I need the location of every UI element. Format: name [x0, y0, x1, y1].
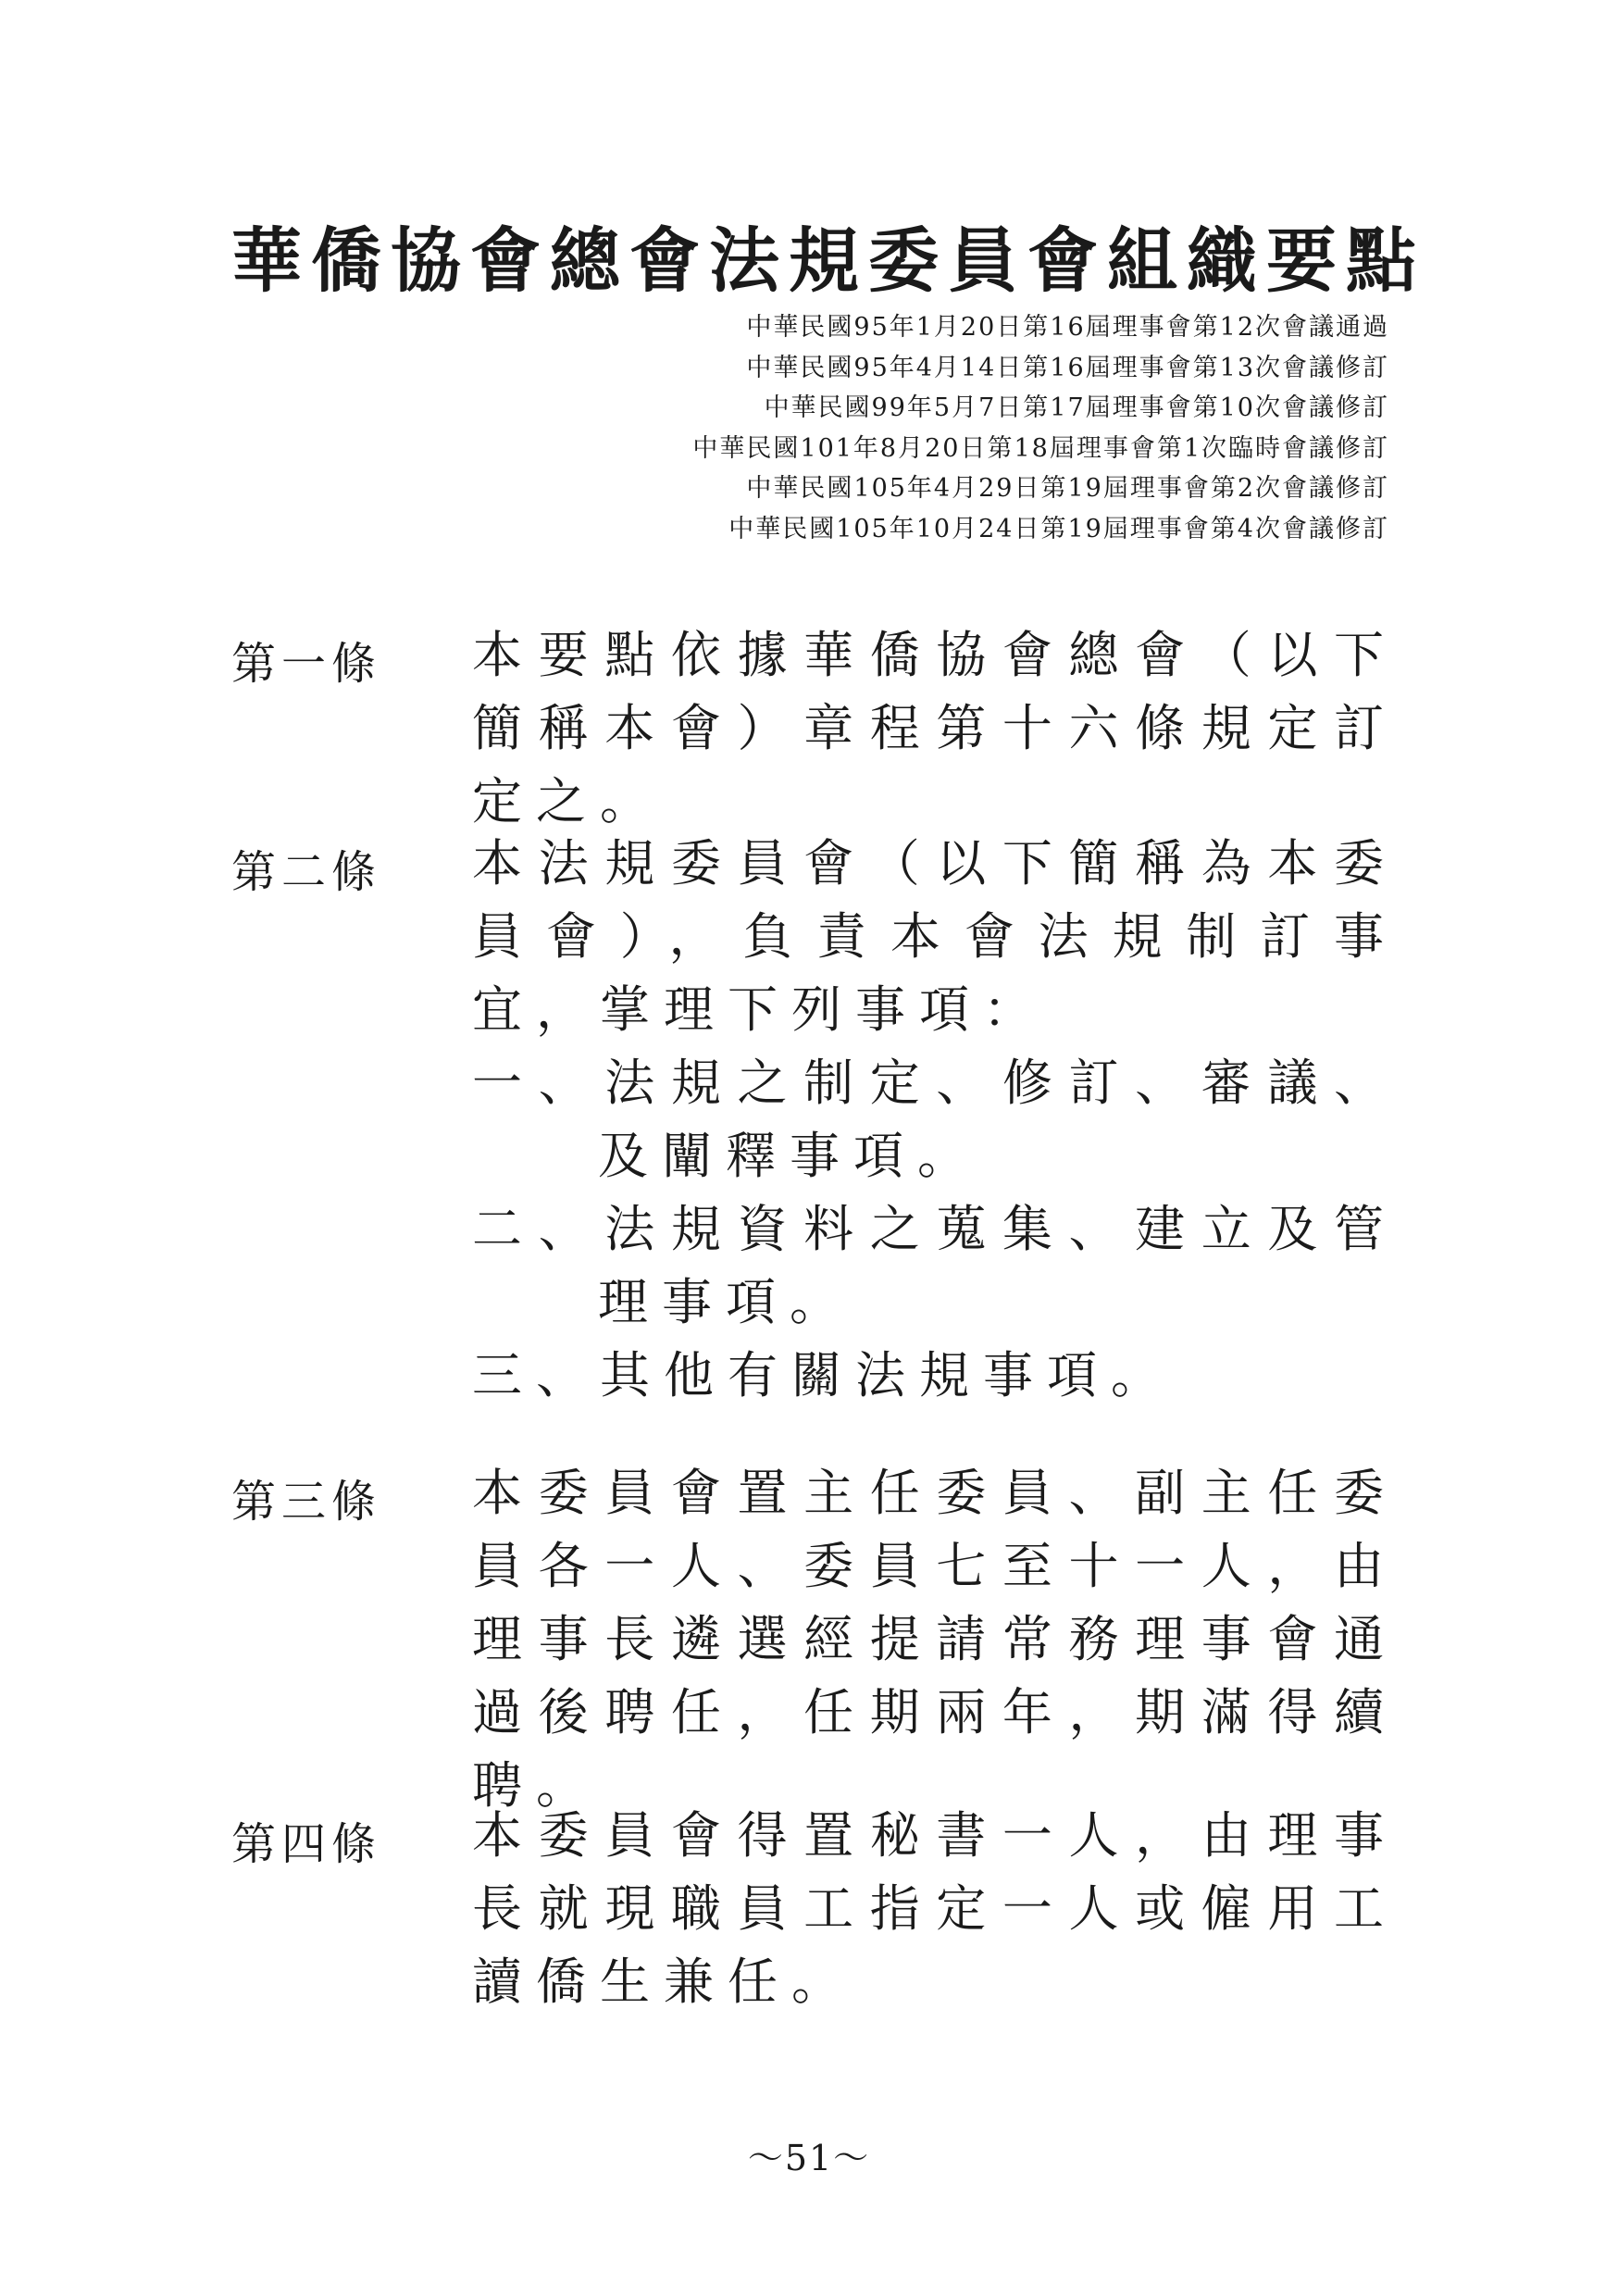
article-text — [472, 618, 1398, 838]
page-number: ～51～ — [747, 2138, 871, 2178]
list-item: 三、其他有關法規事項。 — [472, 1346, 1175, 1404]
history-line: 中華民國105年10月24日第19屆理事會第4次會議修訂 — [728, 514, 1389, 543]
article-paragraph: 本法規委員會（以下簡稱為本委員會），負責本會法規制訂事宜，掌理下列事項： — [472, 834, 1398, 1039]
amendment-history — [692, 307, 1389, 549]
history-line: 中華民國105年4月29日第19屆理事會第2次會議修訂 — [746, 474, 1389, 503]
history-line: 中華民國95年1月20日第16屆理事會第12次會議通過 — [746, 313, 1389, 342]
article-paragraph: 本委員會得置秘書一人，由理事長就現職員工指定一人或僱用工讀僑生兼任。 — [472, 1806, 1398, 2011]
article-label: 第四條 — [231, 1818, 382, 1870]
history-line: 中華民國99年5月7日第17屆理事會第10次會議修訂 — [764, 393, 1389, 422]
history-line: 中華民國101年8月20日第18屆理事會第1次臨時會議修訂 — [692, 433, 1389, 463]
article-label: 第二條 — [231, 846, 382, 898]
list-item: 一、法規之制定、修訂、審議、及闡釋事項。 — [472, 1054, 1398, 1185]
article-text — [472, 1456, 1398, 1822]
article-paragraph: 本要點依據華僑協會總會（以下簡稱本會）章程第十六條規定訂定之。 — [472, 626, 1398, 830]
article-label: 第一條 — [231, 638, 382, 690]
article-label: 第三條 — [231, 1476, 382, 1528]
article-text — [472, 1799, 1398, 2018]
article-paragraph: 本委員會置主任委員、副主任委員各一人、委員七至十一人，由理事長遴選經提請常務理事會通過後聘任，任期兩年，期滿得續聘。 — [472, 1464, 1398, 1815]
list-item: 二、法規資料之蒐集、建立及管理事項。 — [472, 1200, 1398, 1331]
history-line: 中華民國95年4月14日第16屆理事會第13次會議修訂 — [746, 353, 1389, 382]
document-title: 華僑協會總會法規委員會組織要點 — [231, 219, 1425, 302]
article-text — [472, 827, 1398, 1412]
